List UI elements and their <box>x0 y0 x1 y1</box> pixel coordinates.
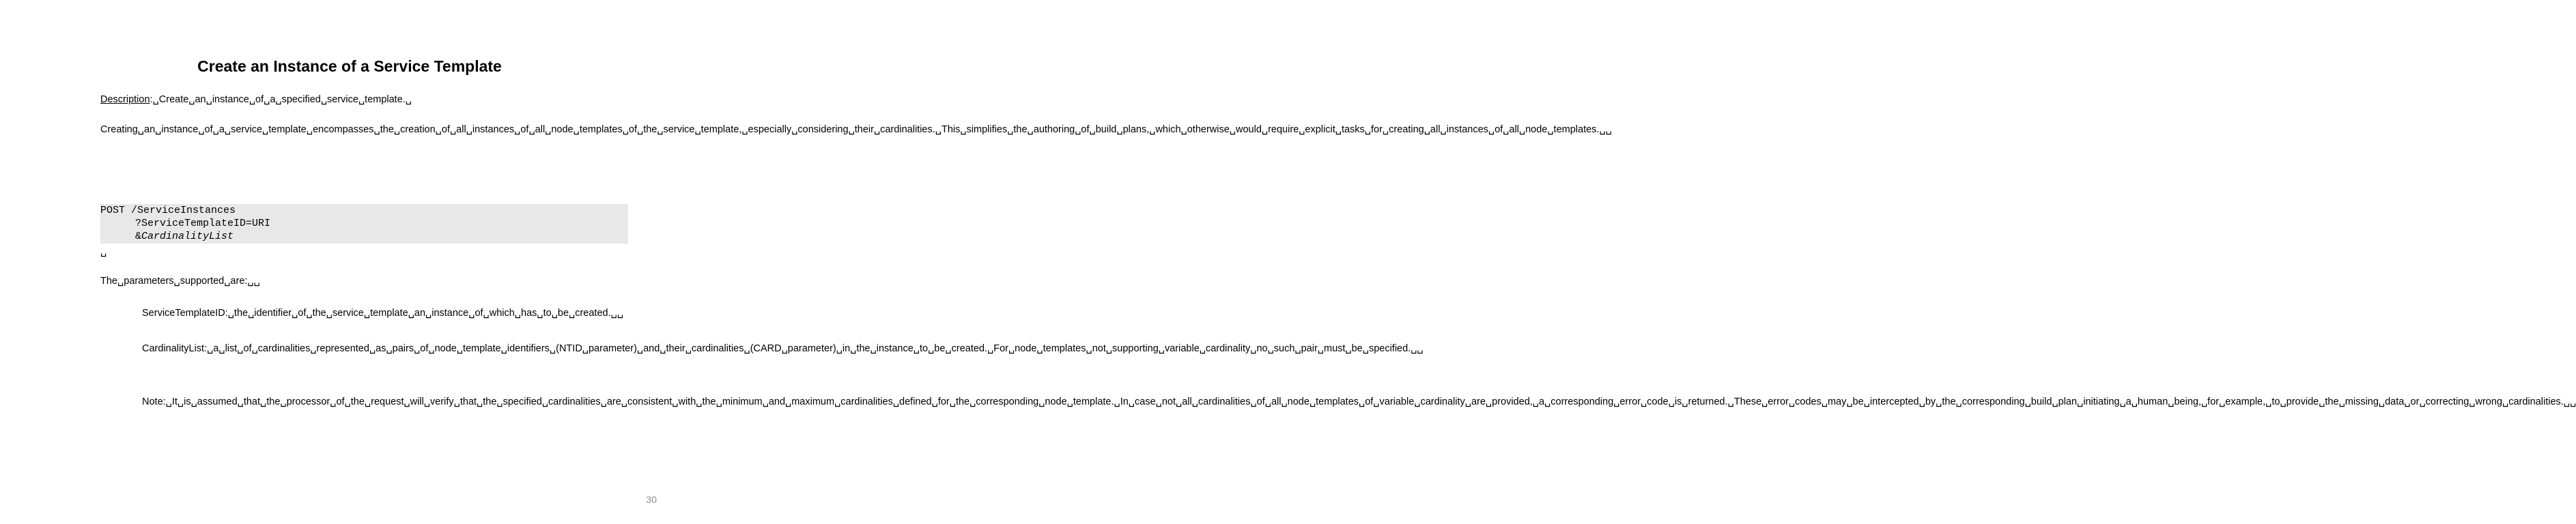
param-cardinality-list: CardinalityList:␣a␣list␣of␣cardinalities␣represented␣as␣pairs␣of␣node␣template␣identifiers␣(NTID␣parameter)␣and␣their␣cardinalities␣(CARD␣parameter)␣in␣the␣instance␣to␣be␣created.␣For␣node␣templates␣not␣supporting␣variable␣cardinality␣no␣such␣pair␣must␣be␣specified.␣␣ <box>142 343 1424 354</box>
parameters-intro: The␣parameters␣supported␣are:␣␣ <box>100 276 260 287</box>
code-block <box>100 204 628 244</box>
code-line-2: ?ServiceTemplateID=URI <box>135 218 271 229</box>
code-line-1: POST /ServiceInstances <box>100 205 236 216</box>
param-note: Note:␣It␣is␣assumed␣that␣the␣processor␣of␣the␣request␣will␣verify␣that␣the␣specified␣cardinalities␣are␣consistent␣with␣the␣minimum␣and␣maximum␣cardinalities␣defined␣for␣the␣corresponding␣node␣template.␣In␣case␣not␣all␣cardinalities␣of␣all␣node␣templates␣of␣variable␣cardinality␣are␣provided,␣a␣corresponding␣error␣code␣is␣returned.␣These␣error␣codes␣may␣be␣intercepted␣by␣the␣corresponding␣build␣plan␣initiating␣a␣human␣being,␣for␣example,␣to␣provide␣the␣missing␣data␣or␣correcting␣wrong␣cardinalities.␣␣ <box>142 396 2576 407</box>
empty-paragraph-marker: ␣ <box>100 246 107 257</box>
page-number: 30 <box>646 494 657 505</box>
description-label: Description <box>100 94 150 105</box>
intro-paragraph: Creating␣an␣instance␣of␣a␣service␣template␣encompasses␣the␣creation␣of␣all␣instances␣of␣all␣node␣templates␣of␣the␣service␣template,␣especially␣considering␣their␣cardinalities.␣This␣simplifies␣the␣authoring␣of␣build␣plans,␣which␣otherwise␣would␣require␣explicit␣tasks␣for␣creating␣all␣instances␣of␣all␣node␣templates.␣␣ <box>100 124 1612 135</box>
description-text: :␣Create␣an␣instance␣of␣a␣specified␣service␣template.␣ <box>150 94 412 105</box>
slide-title: Create an Instance of a Service Template <box>197 57 502 75</box>
code-line-3-prefix: & <box>135 231 142 242</box>
param-service-template-id: ServiceTemplateID:␣the␣identifier␣of␣the␣service␣template␣an␣instance␣of␣which␣has␣to␣be␣created.␣␣ <box>142 308 624 319</box>
code-line-3 <box>100 230 628 243</box>
code-line-3-param: CardinalityList <box>141 231 234 242</box>
description-line <box>100 92 633 107</box>
